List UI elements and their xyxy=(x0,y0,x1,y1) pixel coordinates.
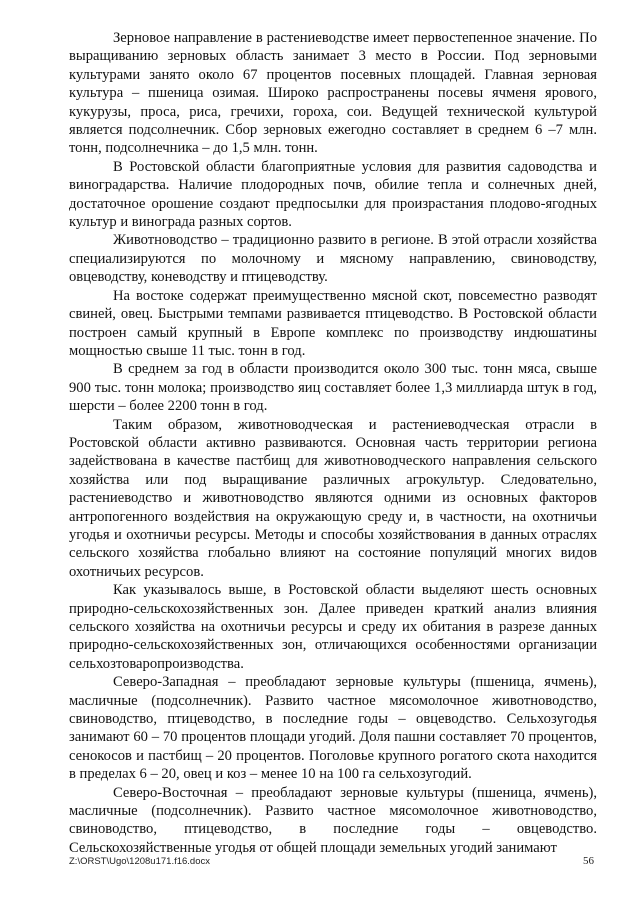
paragraph-production-stats: В среднем за год в области производится около 300 тыс. тонн мяса, свыше 900 тыс. тонн молока; производство яиц составляет более 1,3 миллиарда штук в год, шерсти – более 2200 тонн в год. xyxy=(69,361,597,415)
footer-file-path: Z:\ORST\Ugo\1208u171.f16.docx xyxy=(69,856,210,867)
paragraph-livestock: Животноводство – традиционно развито в регионе. В этой отрасли хозяйства специализируются по молочному и мясному направлению, свиноводству, овцеводству, коневодству и птицеводству. xyxy=(69,232,597,286)
paragraph-horticulture: В Ростовской области благоприятные условия для развития садоводства и виноградарства. Наличие плодородных почв, обилие тепла и солнечных дней, достаточное орошение создают предпосылки для произрастания плодово-ягодных культур и винограда разных сортов. xyxy=(69,158,597,231)
paragraph-zones-intro: Как указывалось выше, в Ростовской области выделяют шесть основных природно-сельскохозяйственных зон. Далее приведен краткий анализ влияния сельского хозяйства на охотничьи ресурсы и среду их обитания в разрезе данных природно-сельскохозяйственных зон, отличающихся особенностями организации сельхозтоваропроизводства. xyxy=(69,582,597,672)
paragraph-east-livestock: На востоке содержат преимущественно мясной скот, повсеместно разводят свиней, овец. Быстрыми темпами развивается птицеводство. В Ростовской области построен самый крупный в Европе комплекс по производству индюшатины мощностью свыше 11 тыс. тонн в год. xyxy=(69,287,597,359)
paragraph-conclusion: Таким образом, животноводческая и растениеводческая отрасли в Ростовской области активно развиваются. Основная часть территории региона задействована в качестве пастбищ для животноводческого направления сельского хозяйства или под выращивание различных агрокультур. Следовательно, растениеводство и животноводство являются одними из основных факторов антропогенного воздействия на окружающую среду и, в частности, на охотничьи угодья и охотничьи ресурсы. Методы и способы хозяйствования в данных отраслях сельского хозяйства глобально влияют на состояние популяций многих видов охотничьих ресурсов. xyxy=(69,416,597,580)
paragraph-north-east-zone: Северо-Восточная – преобладают зерновые культуры (пшеница, ячмень), масличные (подсолнечник). Развито частное мясомолочное животноводство, свиноводство, птицеводство, в последние годы – овцеводство. Сельскохозяйственные угодья от общей площади земельных угодий занимают xyxy=(69,784,597,856)
paragraph-grain: Зерновое направление в растениеводстве имеет первостепенное значение. По выращиванию зерновых область занимает 3 место в России. Под зерновыми культурами занято около 67 процентов посевных площадей. Главная зерновая культура – пшеница озимая. Широко распространены посевы ячменя ярового, кукурузы, проса, риса, гречихи, гороха, сои. Ведущей технической культурой является подсолнечник. Сбор зерновых ежегодно составляет в среднем 6 –7 млн. тонн, подсолнечника – до 1,5 млн. тонн. xyxy=(69,30,597,157)
footer-page-number: 56 xyxy=(583,855,594,867)
paragraph-north-west-zone: Северо-Западная – преобладают зерновые культуры (пшеница, ячмень), масличные (подсолнечник). Развито частное мясомолочное животноводство, свиноводство, птицеводство, в последние годы – овцеводство. Сельхозугодья занимают 60 – 70 процентов площади угодий. Доля пашни составляет 70 процентов, сенокосов и пастбищ – 20 процентов. Поголовье крупного рогатого скота находится в пределах 6 – 20, овец и коз – менее 10 на 100 га сельхозугодий. xyxy=(69,674,597,783)
document-body xyxy=(69,29,597,857)
